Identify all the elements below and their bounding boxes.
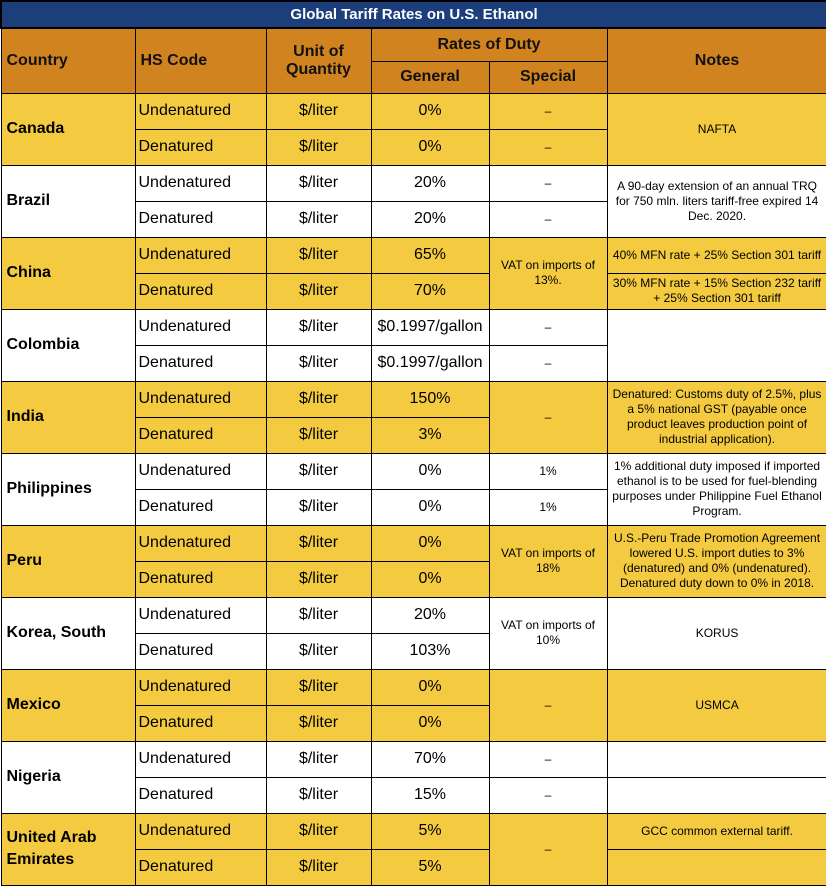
- special-rate: –: [489, 669, 607, 741]
- general-rate: 20%: [371, 597, 489, 633]
- unit: $/liter: [266, 129, 371, 165]
- table-title: Global Tariff Rates on U.S. Ethanol: [1, 1, 826, 28]
- notes-cell: USMCA: [607, 669, 826, 741]
- special-rate: –: [489, 381, 607, 453]
- hs-code: Denatured: [135, 705, 266, 741]
- unit: $/liter: [266, 669, 371, 705]
- notes-cell: Denatured: Customs duty of 2.5%, plus a 5% national GST (payable once product leaves production point of industrial application).: [607, 381, 826, 453]
- country-name: China: [1, 237, 135, 309]
- special-rate: –: [489, 777, 607, 813]
- general-rate: 0%: [371, 525, 489, 561]
- hs-code: Undenatured: [135, 597, 266, 633]
- unit: $/liter: [266, 381, 371, 417]
- hs-code: Denatured: [135, 633, 266, 669]
- notes-cell: [607, 309, 826, 381]
- general-rate: 150%: [371, 381, 489, 417]
- general-rate: 0%: [371, 561, 489, 597]
- table-row: [1, 597, 826, 633]
- table-row: [1, 93, 826, 129]
- header-notes: Notes: [607, 28, 826, 93]
- country-name: Korea, South: [1, 597, 135, 669]
- hs-code: Undenatured: [135, 93, 266, 129]
- unit: $/liter: [266, 705, 371, 741]
- header-hs-code: HS Code: [135, 28, 266, 93]
- country-name: Nigeria: [1, 741, 135, 813]
- unit: $/liter: [266, 201, 371, 237]
- table-row: [1, 237, 826, 273]
- general-rate: 3%: [371, 417, 489, 453]
- header-country: Country: [1, 28, 135, 93]
- hs-code: Denatured: [135, 129, 266, 165]
- unit: $/liter: [266, 417, 371, 453]
- special-rate: –: [489, 741, 607, 777]
- general-rate: $0.1997/gallon: [371, 345, 489, 381]
- general-rate: 0%: [371, 669, 489, 705]
- general-rate: 5%: [371, 849, 489, 885]
- hs-code: Undenatured: [135, 669, 266, 705]
- general-rate: 70%: [371, 273, 489, 309]
- notes-cell: GCC common external tariff.: [607, 813, 826, 849]
- unit: $/liter: [266, 597, 371, 633]
- hs-code: Denatured: [135, 273, 266, 309]
- special-rate: –: [489, 93, 607, 129]
- hs-code: Undenatured: [135, 453, 266, 489]
- table-row: [1, 669, 826, 705]
- unit: $/liter: [266, 165, 371, 201]
- general-rate: 70%: [371, 741, 489, 777]
- general-rate: 103%: [371, 633, 489, 669]
- special-rate: VAT on imports of 18%: [489, 525, 607, 597]
- special-rate: VAT on imports of 13%.: [489, 237, 607, 309]
- hs-code: Undenatured: [135, 237, 266, 273]
- general-rate: 0%: [371, 489, 489, 525]
- unit: $/liter: [266, 849, 371, 885]
- hs-code: Undenatured: [135, 309, 266, 345]
- hs-code: Denatured: [135, 561, 266, 597]
- country-name: Brazil: [1, 165, 135, 237]
- hs-code: Undenatured: [135, 741, 266, 777]
- unit: $/liter: [266, 345, 371, 381]
- table-row: [1, 741, 826, 777]
- special-rate: 1%: [489, 489, 607, 525]
- special-rate: –: [489, 345, 607, 381]
- table-row: [1, 453, 826, 489]
- country-name: India: [1, 381, 135, 453]
- unit: $/liter: [266, 273, 371, 309]
- general-rate: 15%: [371, 777, 489, 813]
- hs-code: Undenatured: [135, 813, 266, 849]
- header-unit: Unit of Quantity: [266, 28, 371, 93]
- notes-cell: 1% additional duty imposed if imported ethanol is to be used for fuel-blending purposes under Philippine Fuel Ethanol Program.: [607, 453, 826, 525]
- hs-code: Denatured: [135, 489, 266, 525]
- hs-code: Denatured: [135, 849, 266, 885]
- general-rate: 20%: [371, 201, 489, 237]
- general-rate: 0%: [371, 453, 489, 489]
- notes-cell: [607, 777, 826, 813]
- table-row: [1, 525, 826, 561]
- general-rate: 0%: [371, 93, 489, 129]
- notes-cell: [607, 741, 826, 777]
- special-rate: –: [489, 813, 607, 885]
- special-rate: –: [489, 201, 607, 237]
- special-rate: VAT on imports of 10%: [489, 597, 607, 669]
- general-rate: 0%: [371, 129, 489, 165]
- hs-code: Undenatured: [135, 525, 266, 561]
- special-rate: 1%: [489, 453, 607, 489]
- unit: $/liter: [266, 489, 371, 525]
- hs-code: Denatured: [135, 201, 266, 237]
- country-name: Mexico: [1, 669, 135, 741]
- notes-cell: 30% MFN rate + 15% Section 232 tariff + 25% Section 301 tariff: [607, 273, 826, 309]
- unit: $/liter: [266, 561, 371, 597]
- general-rate: 5%: [371, 813, 489, 849]
- notes-cell: NAFTA: [607, 93, 826, 165]
- unit: $/liter: [266, 525, 371, 561]
- country-name: Canada: [1, 93, 135, 165]
- unit: $/liter: [266, 813, 371, 849]
- header-special: Special: [489, 61, 607, 93]
- unit: $/liter: [266, 741, 371, 777]
- country-name: Peru: [1, 525, 135, 597]
- hs-code: Denatured: [135, 345, 266, 381]
- unit: $/liter: [266, 309, 371, 345]
- hs-code: Undenatured: [135, 381, 266, 417]
- special-rate: –: [489, 129, 607, 165]
- country-name: Philippines: [1, 453, 135, 525]
- table-row: [1, 309, 826, 345]
- unit: $/liter: [266, 93, 371, 129]
- table-row: [1, 381, 826, 417]
- hs-code: Undenatured: [135, 165, 266, 201]
- notes-cell: 40% MFN rate + 25% Section 301 tariff: [607, 237, 826, 273]
- notes-cell: [607, 849, 826, 885]
- special-rate: –: [489, 165, 607, 201]
- unit: $/liter: [266, 633, 371, 669]
- general-rate: 65%: [371, 237, 489, 273]
- notes-cell: U.S.-Peru Trade Promotion Agreement lowered U.S. import duties to 3% (denatured) and 0% (undenatured). Denatured duty down to 0% in 2018.: [607, 525, 826, 597]
- hs-code: Denatured: [135, 777, 266, 813]
- notes-cell: KORUS: [607, 597, 826, 669]
- unit: $/liter: [266, 237, 371, 273]
- country-name: Colombia: [1, 309, 135, 381]
- unit: $/liter: [266, 777, 371, 813]
- table-row: [1, 813, 826, 849]
- table-row: [1, 165, 826, 201]
- general-rate: $0.1997/gallon: [371, 309, 489, 345]
- header-general: General: [371, 61, 489, 93]
- country-name: United Arab Emirates: [1, 813, 135, 885]
- special-rate: –: [489, 309, 607, 345]
- hs-code: Denatured: [135, 417, 266, 453]
- general-rate: 20%: [371, 165, 489, 201]
- general-rate: 0%: [371, 705, 489, 741]
- header-rates-of-duty: Rates of Duty: [371, 28, 607, 61]
- unit: $/liter: [266, 453, 371, 489]
- notes-cell: A 90-day extension of an annual TRQ for 750 mln. liters tariff-free expired 14 Dec. 2020.: [607, 165, 826, 237]
